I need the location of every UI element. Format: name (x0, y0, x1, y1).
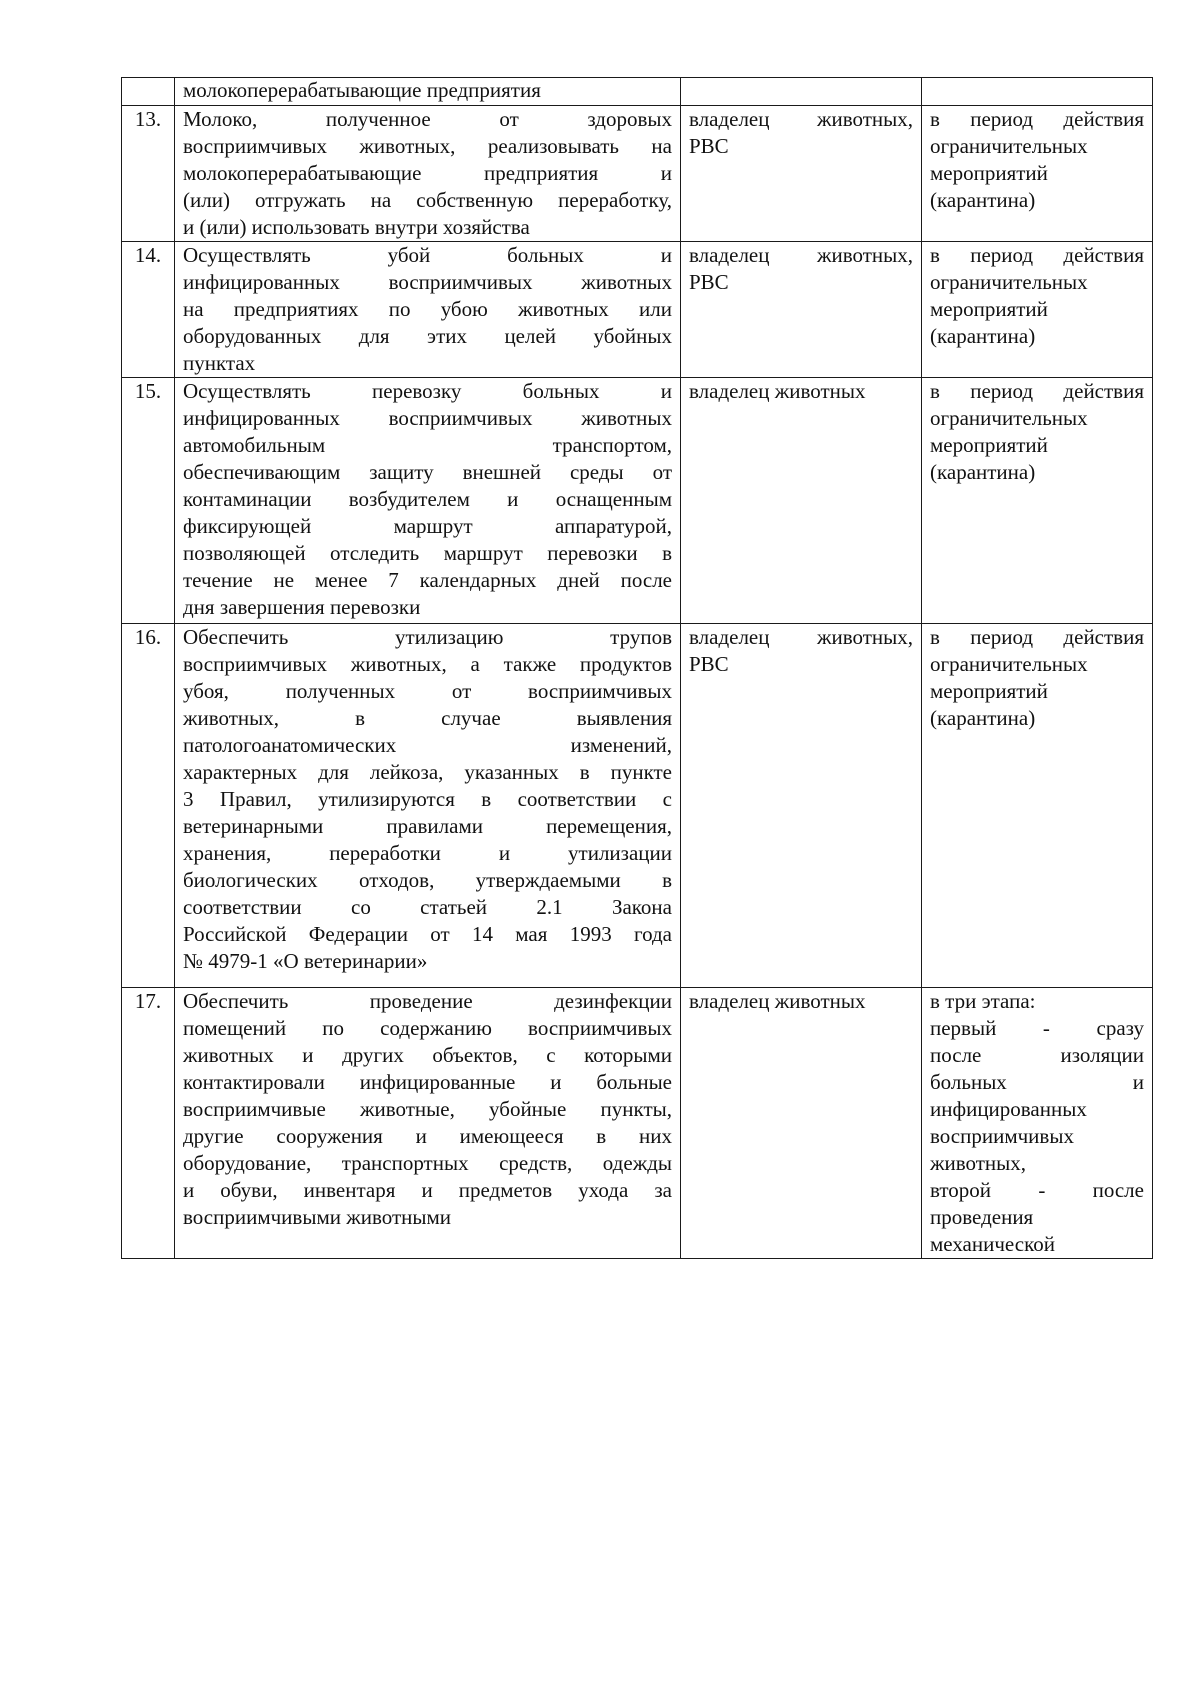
measure-line: Обеспечить проведение дезинфекции (183, 989, 672, 1013)
table-row (122, 988, 1153, 1259)
term-line: мероприятий (930, 297, 1048, 321)
measure-line: Молоко, полученное от здоровых (183, 107, 672, 131)
term-line: восприимчивых (930, 1124, 1074, 1148)
cell-number (122, 78, 175, 106)
responsible-line: РВС (689, 652, 729, 676)
table-row (122, 106, 1153, 242)
measure-line: характерных для лейкоза, указанных в пункте (183, 760, 672, 784)
measure-line: и (или) использовать внутри хозяйства (183, 215, 530, 239)
cell-term (922, 378, 1153, 624)
term-line: ограничительных (930, 652, 1088, 676)
cell-measure (175, 78, 681, 106)
cell-measure (175, 624, 681, 988)
measure-line: восприимчивых животных, а также продуктов (183, 652, 672, 676)
cell-number: 13. (122, 106, 175, 242)
term-line: ограничительных (930, 270, 1088, 294)
measure-line: течение не менее 7 календарных дней после (183, 568, 672, 592)
measure-line: биологических отходов, утверждаемыми в (183, 868, 672, 892)
term-line: в период действия (930, 379, 1144, 403)
term-line: (карантина) (930, 460, 1036, 484)
measure-line: другие сооружения и имеющееся в них (183, 1124, 672, 1148)
measure-line: Осуществлять перевозку больных и (183, 379, 672, 403)
measure-line: 3 Правил, утилизируются в соответствии с (183, 787, 672, 811)
measure-line: помещений по содержанию восприимчивых (183, 1016, 672, 1040)
cell-responsible (681, 624, 922, 988)
measure-line: соответствии со статьей 2.1 Закона (183, 895, 672, 919)
responsible-line: РВС (689, 134, 729, 158)
measure-line: Российской Федерации от 14 мая 1993 года (183, 922, 672, 946)
cell-measure (175, 378, 681, 624)
term-line: в период действия (930, 625, 1144, 649)
measure-line: восприимчивых животных, реализовывать на (183, 134, 672, 158)
table-row-continuation (122, 78, 1153, 106)
measure-line: животных, в случае выявления (183, 706, 672, 730)
measure-line: Осуществлять убой больных и (183, 243, 672, 267)
measure-line: контаминации возбудителем и оснащенным (183, 487, 672, 511)
responsible-line: владелец животных (689, 379, 866, 403)
measure-line: дня завершения перевозки (183, 595, 421, 619)
measure-line: и обуви, инвентаря и предметов ухода за (183, 1178, 672, 1202)
term-line: мероприятий (930, 679, 1048, 703)
measure-line: убоя, полученных от восприимчивых (183, 679, 672, 703)
table-row (122, 242, 1153, 378)
measure-line: патологоанатомических изменений, (183, 733, 672, 757)
responsible-line: владелец животных (689, 989, 866, 1013)
measure-line: Обеспечить утилизацию трупов (183, 625, 672, 649)
measure-line: молокоперерабатывающие предприятия (183, 78, 541, 102)
measure-line: ветеринарными правилами перемещения, (183, 814, 672, 838)
cell-responsible (681, 106, 922, 242)
term-line: (карантина) (930, 706, 1036, 730)
cell-term (922, 988, 1153, 1259)
measure-line: инфицированных восприимчивых животных (183, 406, 672, 430)
cell-responsible (681, 242, 922, 378)
measure-line: позволяющей отследить маршрут перевозки в (183, 541, 672, 565)
term-line: мероприятий (930, 433, 1048, 457)
measure-line: обеспечивающим защиту внешней среды от (183, 460, 672, 484)
measure-line: пунктах (183, 351, 256, 375)
table-row (122, 624, 1153, 988)
cell-measure (175, 106, 681, 242)
term-line: больных и (930, 1070, 1144, 1094)
term-line: второй - после (930, 1178, 1144, 1202)
cell-term (922, 624, 1153, 988)
cell-measure (175, 242, 681, 378)
term-line: животных, (930, 1151, 1027, 1175)
term-line: после изоляции (930, 1043, 1144, 1067)
measure-line: оборудованных для этих целей убойных (183, 324, 672, 348)
measure-line: восприимчивые животные, убойные пункты, (183, 1097, 672, 1121)
cell-number: 17. (122, 988, 175, 1259)
cell-responsible (681, 78, 922, 106)
cell-term (922, 78, 1153, 106)
cell-measure (175, 988, 681, 1259)
term-line: в три этапа: (930, 989, 1036, 1013)
measure-line: № 4979-1 «О ветеринарии» (183, 949, 428, 973)
cell-term (922, 242, 1153, 378)
term-line: механической (930, 1232, 1055, 1256)
term-line: (карантина) (930, 324, 1036, 348)
table-row (122, 378, 1153, 624)
measure-line: животных и других объектов, с которыми (183, 1043, 672, 1067)
term-line: (карантина) (930, 188, 1036, 212)
measure-line: хранения, переработки и утилизации (183, 841, 672, 865)
measure-line: (или) отгружать на собственную переработку, (183, 188, 672, 212)
term-line: ограничительных (930, 406, 1088, 430)
measure-line: фиксирующей маршрут аппаратурой, (183, 514, 672, 538)
cell-term (922, 106, 1153, 242)
term-line: в период действия (930, 243, 1144, 267)
measure-line: восприимчивыми животными (183, 1205, 452, 1229)
responsible-line: владелец животных, (689, 243, 913, 267)
responsible-line: РВС (689, 270, 729, 294)
measure-line: оборудование, транспортных средств, одежды (183, 1151, 672, 1175)
document-page (121, 77, 1152, 1259)
responsible-line: владелец животных, (689, 625, 913, 649)
responsible-line: владелец животных, (689, 107, 913, 131)
measure-line: автомобильным транспортом, (183, 433, 672, 457)
term-line: инфицированных (930, 1097, 1087, 1121)
measure-line: молокоперерабатывающие предприятия и (183, 161, 672, 185)
term-line: проведения (930, 1205, 1034, 1229)
cell-responsible (681, 378, 922, 624)
term-line: ограничительных (930, 134, 1088, 158)
measures-table (121, 77, 1153, 1259)
cell-number: 14. (122, 242, 175, 378)
term-line: в период действия (930, 107, 1144, 131)
measure-line: инфицированных восприимчивых животных (183, 270, 672, 294)
term-line: мероприятий (930, 161, 1048, 185)
measure-line: на предприятиях по убою животных или (183, 297, 672, 321)
cell-number: 16. (122, 624, 175, 988)
cell-responsible (681, 988, 922, 1259)
term-line: первый - сразу (930, 1016, 1144, 1040)
measure-line: контактировали инфицированные и больные (183, 1070, 672, 1094)
cell-number: 15. (122, 378, 175, 624)
